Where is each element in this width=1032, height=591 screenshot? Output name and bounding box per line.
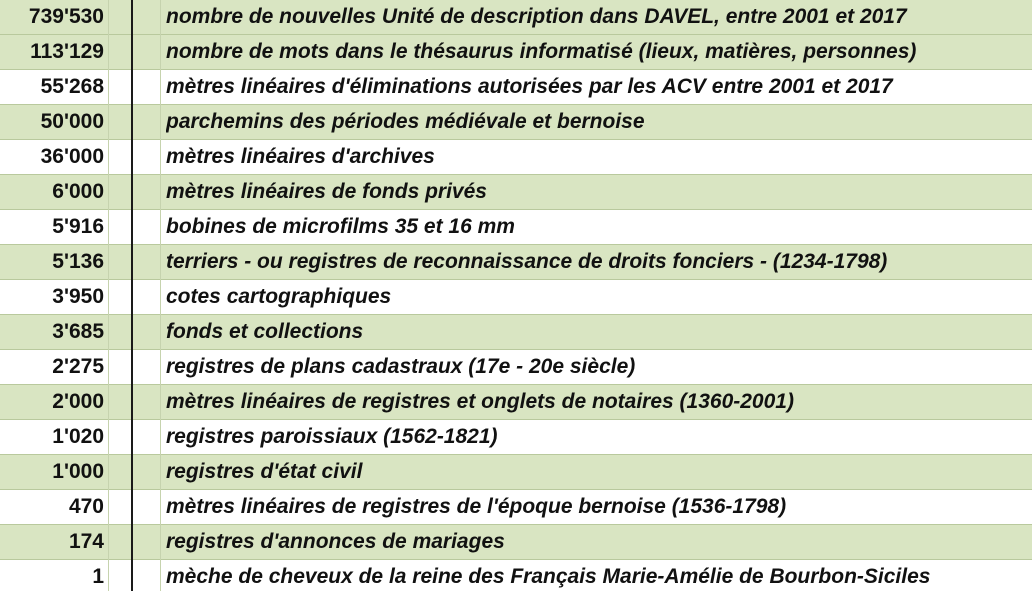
table-row [0, 280, 1032, 315]
table-row [0, 525, 1032, 560]
table-row [0, 175, 1032, 210]
table-row [0, 420, 1032, 455]
table-row [0, 140, 1032, 175]
table-row [0, 210, 1032, 245]
row-description: nombre de nouvelles Unité de description dans DAVEL, entre 2001 et 2017 [166, 5, 907, 28]
row-description: mèche de cheveux de la reine des Français Marie-Amélie de Bourbon-Siciles [166, 565, 931, 588]
row-value: 50'000 [40, 110, 104, 133]
row-description: registres de plans cadastraux (17e - 20e siècle) [166, 355, 636, 378]
row-value: 1'000 [52, 460, 104, 483]
table-row [0, 350, 1032, 385]
row-description: mètres linéaires d'archives [166, 145, 435, 168]
row-value: 5'136 [52, 250, 104, 273]
row-description: nombre de mots dans le thésaurus informatisé (lieux, matières, personnes) [166, 40, 917, 63]
row-value: 6'000 [52, 180, 104, 203]
table-row [0, 315, 1032, 350]
row-description: registres paroissiaux (1562-1821) [166, 425, 498, 448]
row-value: 739'530 [28, 5, 104, 28]
row-value: 3'685 [52, 320, 104, 343]
row-value: 113'129 [30, 40, 104, 63]
table-row [0, 455, 1032, 490]
row-description: cotes cartographiques [166, 285, 392, 308]
row-value: 1 [92, 565, 104, 588]
table-row [0, 245, 1032, 280]
row-description: mètres linéaires de fonds privés [166, 180, 487, 203]
row-value: 2'275 [52, 355, 104, 378]
table-row [0, 0, 1032, 35]
row-value: 1'020 [52, 425, 104, 448]
row-description: mètres linéaires d'éliminations autorisées par les ACV entre 2001 et 2017 [166, 75, 893, 98]
row-value: 3'950 [52, 285, 104, 308]
table-row [0, 35, 1032, 70]
row-description: registres d'annonces de mariages [166, 530, 505, 553]
row-value: 2'000 [52, 390, 104, 413]
row-description: bobines de microfilms 35 et 16 mm [166, 215, 515, 238]
table-row [0, 105, 1032, 140]
row-value: 470 [68, 495, 104, 518]
table-row [0, 70, 1032, 105]
table-row [0, 385, 1032, 420]
row-description: mètres linéaires de registres de l'époque bernoise (1536-1798) [166, 495, 787, 518]
row-description: fonds et collections [166, 320, 364, 343]
column-divider [131, 0, 133, 591]
row-description: parchemins des périodes médiévale et bernoise [166, 110, 645, 133]
table-row [0, 490, 1032, 525]
row-value: 36'000 [40, 145, 104, 168]
table-row [0, 560, 1032, 591]
row-value: 55'268 [40, 75, 104, 98]
row-value: 174 [68, 530, 104, 553]
row-description: registres d'état civil [166, 460, 363, 483]
row-description: mètres linéaires de registres et onglets de notaires (1360-2001) [166, 390, 794, 413]
column-gridline [108, 0, 109, 591]
column-gridline [160, 0, 161, 591]
row-value: 5'916 [52, 215, 104, 238]
row-description: terriers - ou registres de reconnaissance de droits fonciers - (1234-1798) [166, 250, 888, 273]
